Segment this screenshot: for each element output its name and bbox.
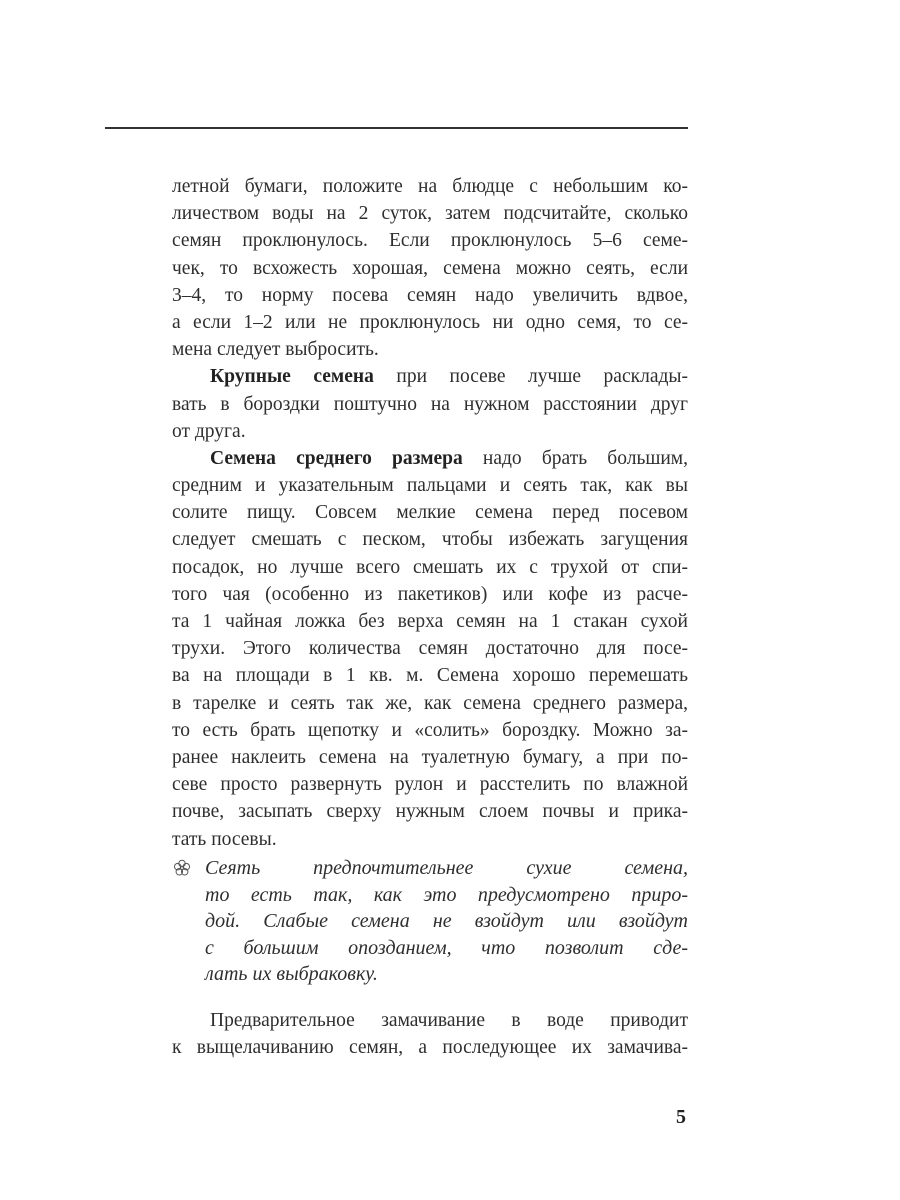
note-line: то есть так, как это предусмотрено приро- <box>205 883 688 906</box>
flower-icon <box>173 859 191 877</box>
paragraph-1 <box>172 173 688 363</box>
text-line: почве, засыпать сверху нужным слоем почвы и прика- <box>172 801 688 823</box>
main-text <box>172 173 688 853</box>
text-line: средним и указательным пальцами и сеять так, как вы <box>172 475 688 497</box>
text-line: тать посевы. <box>172 828 277 850</box>
text-line: чек, то всхожесть хорошая, семена можно сеять, если <box>172 257 688 279</box>
text-line: следует смешать с песком, чтобы избежать загущения <box>172 529 688 551</box>
bold-term: Крупные семена <box>210 366 374 388</box>
note-block <box>205 855 688 988</box>
text-line: а если 1–2 или не проклюнулось ни одно семя, то се- <box>172 311 688 333</box>
text-line <box>172 445 688 472</box>
text-line: летной бумаги, положите на блюдце с небольшим ко- <box>172 176 688 197</box>
bold-term: Семена среднего размера <box>210 447 463 469</box>
note-line: с большим опозданием, что позволит сде- <box>205 936 688 959</box>
text-line: Предварительное замачивание в воде приводит <box>210 1010 688 1031</box>
text-line: в тарелке и сеять так же, как семена среднего размера, <box>172 692 688 714</box>
paragraph-4 <box>172 1007 688 1061</box>
note-line: Сеять предпочтительнее сухие семена, <box>205 857 688 879</box>
text-line: трухи. Этого количества семян достаточно для посе- <box>172 638 688 660</box>
paragraph-3 <box>172 445 688 853</box>
note-line: лать их выбраковку. <box>205 963 378 985</box>
text-line: того чая (особенно из пакетиков) или кофе из расче- <box>172 583 688 605</box>
header-rule <box>105 127 688 129</box>
text-line <box>172 363 688 390</box>
text-line: мена следует выбросить. <box>172 339 379 361</box>
text-line: та 1 чайная ложка без верха семян на 1 стакан сухой <box>172 611 688 632</box>
text-line: севе просто развернуть рулон и расстелить по влажной <box>172 774 688 796</box>
text-line: ва на площади в 1 кв. м. Семена хорошо перемешать <box>172 665 688 687</box>
note-line: дой. Слабые семена не взойдут или взойдут <box>205 910 688 932</box>
text-run: надо брать большим, <box>462 447 688 469</box>
text-line: посадок, но лучше всего смешать их с трухой от спи- <box>172 556 688 578</box>
paragraph-2 <box>172 363 688 445</box>
text-line: к выщелачиванию семян, а последующее их замачива- <box>172 1037 688 1059</box>
text-line: 3–4, то норму посева семян надо увеличить вдвое, <box>172 284 688 306</box>
text-run: при посеве лучше расклады- <box>373 366 688 388</box>
text-line: вать в бороздки поштучно на нужном расстоянии друг <box>172 393 688 415</box>
text-line: от друга. <box>172 420 246 442</box>
text-line: семян проклюнулось. Если проклюнулось 5–6 семе- <box>172 230 688 252</box>
text-line: личеством воды на 2 суток, затем подсчитайте, сколько <box>172 203 688 225</box>
text-line: ранее наклеить семена на туалетную бумагу, а при по- <box>172 746 688 768</box>
text-line: то есть брать щепотку и «солить» бороздку. Можно за- <box>172 719 688 741</box>
text-line: солите пищу. Совсем мелкие семена перед посевом <box>172 502 688 524</box>
page-number: 5 <box>676 1106 686 1128</box>
